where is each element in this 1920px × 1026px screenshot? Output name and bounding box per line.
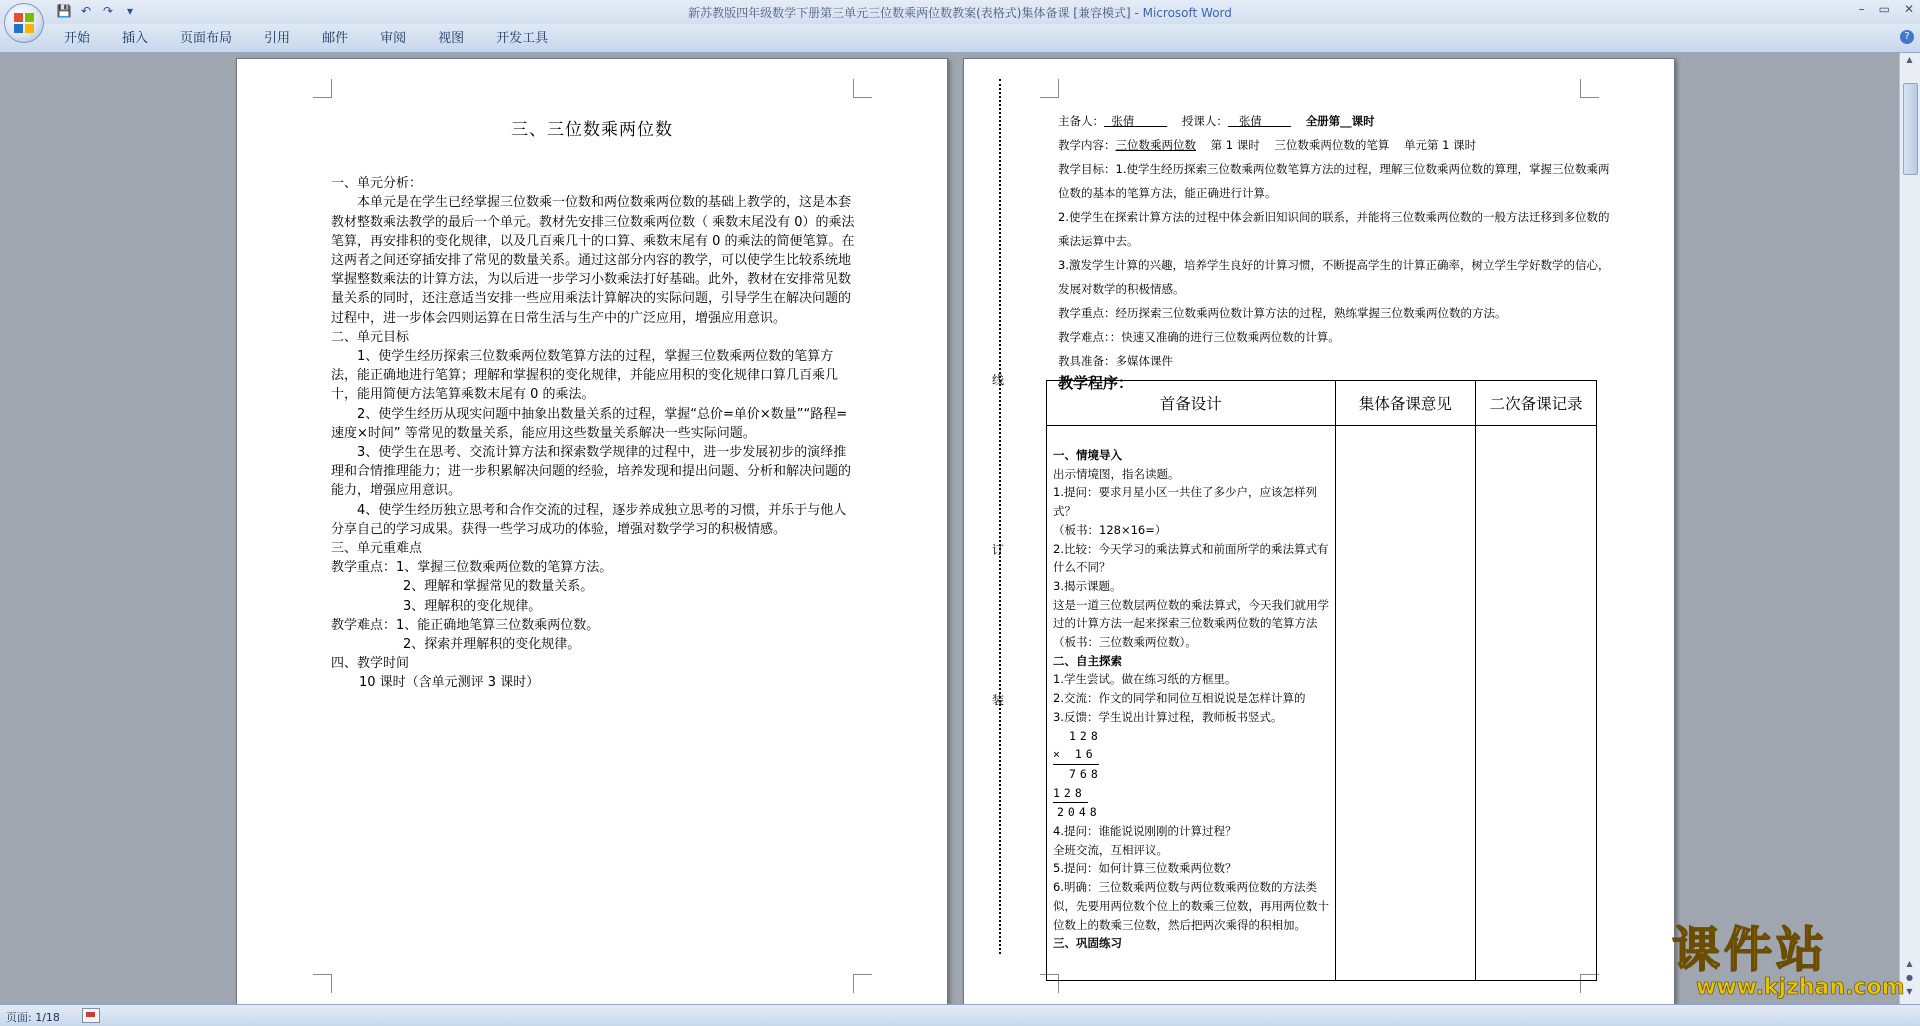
goal-line: 2.使学生在探索计算方法的过程中体会新旧知识间的联系，并能将三位数乘两位数的一般方法迁移到多位数的乘法运算中去。 [1058,210,1610,248]
document-workspace [0,53,1900,1004]
tab-view[interactable]: 视图 [438,31,465,46]
paragraph: 一、单元分析： [331,176,423,192]
binding-mark: 线 [992,373,1005,387]
tab-developer[interactable]: 开发工具 [496,31,549,46]
document-page-1 [236,58,948,1004]
paragraph: 1、使学生经历探索三位数乘两位数笔算方法的过程，掌握三位数乘两位数的笔算方法，能正确地进行笔算；理解和掌握积的变化规律，并能应用积的变化规律口算几百乘几十，能用简便方法笔算乘数末尾有 0 的乘法。 [331,349,839,403]
app-name: Microsoft Word [1142,6,1232,20]
office-logo-icon [14,13,34,33]
window-controls [1859,2,1914,16]
status-bar [0,1004,1920,1026]
header-line [1058,109,1618,133]
paragraph: 三、单元重难点 [331,541,423,557]
unit-analysis-body [331,155,859,898]
empty-paragraph [331,712,859,743]
plan-line: 4.提问：谁能说说刚刚的计算过程？ [1053,824,1237,839]
plan-line: 1.提问：要求月星小区一共住了多少户，应该怎样列式？ [1053,485,1317,519]
paragraph: 教学重点：1、掌握三位数乘两位数的笔算方法。 [331,560,613,576]
plan-paragraph [1053,689,1331,708]
section-heading: 二、自主探索 [1053,653,1122,668]
preparer-name: 张倩 [1111,114,1135,128]
customize-qat-icon[interactable]: ▾ [126,4,134,18]
paragraph: 3、使学生在思考、交流计算方法和探索数学规律的过程中，进一步发展初步的演绎推理和合情推理能力；进一步积累解决问题的经验，培养发现和提出问题、分析和解决问题的能力，增强应用意识。 [331,445,852,499]
tab-home[interactable]: 开始 [64,31,91,46]
goal-line: 教学目标：1.使学生经历探索三位数乘两位数笔算方法的过程，理解三位数乘两位数的算理，掌握三位数乘两位数的基本的笔算方法，能正确进行计算。 [1058,162,1610,200]
crop-mark [313,79,332,98]
plan-paragraph [1053,521,1331,540]
plan-paragraph [1053,577,1331,596]
plan-paragraph [1053,841,1331,860]
goal-line: 教学重点：经历探索三位数乘两位数计算方法的过程，熟练掌握三位数乘两位数的方法。 [1058,306,1507,320]
plan-paragraph [1053,822,1331,841]
plan-line: 3.揭示课题。 [1053,578,1122,593]
empty-paragraph [331,774,859,805]
browse-object-icon[interactable]: ● [1906,973,1913,982]
paragraph: 教学难点：1、能正确地笔算三位数乘两位数。 [331,617,600,633]
plan-line: 这是一道三位数层两位数的乘法算式，今天我们就用学过的计算方法一起来探索三位数乘两位数的笔算方法（板书：三位数乘两位数）。 [1053,597,1329,650]
empty-paragraph [331,693,859,712]
plan-paragraph [1053,727,1331,746]
prev-page-icon[interactable]: ▲ [1906,959,1913,968]
save-icon[interactable]: 💾 [56,4,72,18]
goal-line: 教具准备：多媒体课件 [1058,354,1173,368]
plan-paragraph [1053,784,1331,804]
plan-paragraph [1053,878,1331,934]
help-icon[interactable]: ? [1900,30,1914,44]
minimize-button[interactable]: – [1858,2,1865,16]
content-lesson: 第 1 课时 [1210,138,1260,152]
undo-icon[interactable]: ↶ [80,4,92,18]
teacher-name: 张倩 [1238,114,1262,128]
paragraph: 2、探索并理解积的变化规律。 [403,637,581,653]
plan-line: 3.反馈：学生说出计算过程，教师板书竖式。 [1053,709,1283,724]
group-opinion-cell[interactable] [1335,426,1476,981]
table-header-group-opinion: 集体备课意见 [1335,381,1476,426]
vertical-calc-line: 128 [1069,728,1102,743]
table-header-first-design: 首备设计 [1047,381,1336,426]
ribbon-tab-bar [0,24,1920,53]
second-record-cell[interactable] [1476,426,1597,981]
redo-icon[interactable]: ↷ [102,4,114,18]
content-sub: 三位数乘两位数的笔算 [1274,138,1390,152]
document-title: 新苏教版四年级数学下册第三单元三位数乘两位数教案(表格式)集体备课 [兼容模式] - [688,6,1143,20]
plan-paragraph [1053,859,1331,878]
paragraph: 四、教学时间 [331,656,410,672]
watermark-main: 课件站 [1672,922,1829,978]
plan-paragraph [1053,803,1331,822]
section-heading: 三、巩固练习 [1053,936,1122,951]
vertical-calc-line: 768 [1069,766,1102,781]
content-topic: 三位数乘两位数 [1115,138,1196,152]
close-button[interactable]: ✕ [1903,2,1914,16]
vertical-scrollbar[interactable] [1899,53,1920,1004]
tab-references[interactable]: 引用 [264,31,291,46]
first-design-cell[interactable] [1047,426,1336,981]
plan-paragraph [1053,765,1331,784]
site-watermark [1672,924,1904,1000]
binding-mark: 订 [992,543,1005,557]
plan-paragraph [1053,446,1331,465]
paragraph: 本单元是在学生已经掌握三位数乘一位数和两位数乘两位数的基础上教学的，这是本套教材整数乘法教学的最后一个单元。教材先安排三位数乘两位数（ 乘数末尾没有 0）的乘法笔算，再安排积的变化规律，以及几百乘几十的口算、乘数末尾有 0 的乘法的简便笔算。在这两者之间还穿插安排了常见的数量关系。通过这部分内容的教学，可以使学生比较系统地掌握整数乘法的计算方法，为以后进一步学习小数乘法打好基础。此外，教材在安排常见数量关系的同时，还注意适当安排一些应用乘法计算解决的实际问题，引导学生在解决问题的过程中，进一步体会四则运算在日常生活与生产中的广泛应用，增强应用意识。 [331,195,855,326]
plan-paragraph [1053,745,1331,765]
plan-line: 全班交流，互相评议。 [1053,842,1168,857]
goal-line: 教学难点：：快速又准确的进行三位数乘两位数的计算。 [1058,330,1340,344]
plan-line: 5.提问：如何计算三位数乘两位数？ [1053,861,1237,876]
paragraph: 二、单元目标 [331,329,410,345]
empty-paragraph [331,836,859,867]
table-header-second-record: 二次备课记录 [1476,381,1597,426]
plan-line: 6.明确：三位数乘两位数与两位数乘两位数的方法类似，先要用两位数个位上的数乘三位数，再用两位数十位数上的数乘三位数，然后把两次乘得的积相加。 [1053,880,1329,932]
teacher-label: 授课人： [1181,114,1228,128]
content-line [1058,133,1618,157]
tab-insert[interactable]: 插入 [122,31,149,46]
vertical-calc-line: 128 [1053,784,1088,804]
plan-paragraph [1053,483,1331,520]
crop-mark [313,974,332,993]
plan-paragraph [1053,708,1331,727]
plan-line: 2.比较：今天学习的乘法算式和前面所学的乘法算式有什么不同？ [1053,541,1329,575]
scroll-thumb[interactable] [1903,83,1918,175]
vertical-calc-line: 2048 [1057,805,1101,820]
crop-mark [1580,79,1599,98]
paragraph: 10 课时（含单元测评 3 课时） [359,675,540,691]
proofing-icon[interactable] [82,1008,100,1023]
next-page-icon[interactable]: ▼ [1906,987,1913,996]
crop-mark [853,79,872,98]
paragraph: 2、理解和掌握常见的数量关系。 [403,579,594,595]
plan-line: 2.交流：作文的同学和同位互相说说是怎样计算的 [1053,691,1306,706]
empty-paragraph [331,155,859,174]
tab-page-layout[interactable]: 页面布局 [180,31,233,46]
paragraph: 4、使学生经历独立思考和合作交流的过程，逐步养成独立思考的习惯，并乐于与他人分享自己的学习成果。获得一些学习成功的体验，增强对数学学习的积极情感。 [331,502,847,537]
tab-mailings[interactable]: 邮件 [322,31,349,46]
volume-lesson: 全册第__课时 [1305,114,1375,128]
paragraph: 2、使学生经历从现实问题中抽象出数量关系的过程，掌握“总价=单价×数量”“路程=速度×时间” 等常见的数量关系，能应用这些数量关系解决一些实际问题。 [331,406,848,441]
document-page-2 [963,58,1675,1004]
plan-paragraph [1053,465,1331,484]
office-button[interactable] [4,3,44,43]
title-bar [0,0,1920,25]
binding-mark: 装 [992,693,1005,707]
goal-line: 3.激发学生计算的兴趣，培养学生良好的计算习惯，不断提高学生的计算正确率，树立学生学好数学的信心，发展对数学的积极情感。 [1058,258,1610,296]
paragraph: 3、理解积的变化规律。 [403,598,542,614]
maximize-button[interactable]: ▭ [1878,2,1890,16]
scroll-up-icon[interactable]: ▲ [1906,55,1913,64]
procedure-title: 教学程序： [1058,374,1134,392]
empty-paragraph [331,805,859,836]
plan-line: 1.学生尝试。做在练习纸的方框里。 [1053,672,1237,687]
plan-paragraph [1053,652,1331,671]
lesson-plan-table [1046,380,1597,981]
preparer-label: 主备人： [1058,114,1104,128]
plan-line: （板书：128×16=） [1053,522,1167,537]
plan-paragraph [1053,934,1331,953]
teaching-goals [1058,157,1618,373]
crop-mark [853,974,872,993]
plan-paragraph [1053,596,1331,652]
empty-paragraph [331,743,859,774]
section-heading: 一、情境导入 [1053,448,1122,462]
page-title: 三、三位数乘两位数 [511,120,673,140]
plan-paragraph [1053,670,1331,689]
window-title [0,4,1920,21]
vertical-calc-line: × 16 [1053,745,1099,765]
tab-review[interactable]: 审阅 [380,31,407,46]
crop-mark [1040,79,1059,98]
content-label: 教学内容： [1058,138,1116,152]
plan-line: 出示情境图，指名读题。 [1053,466,1180,481]
plan-paragraph [1053,540,1331,577]
empty-paragraph [331,867,859,898]
page-count[interactable]: 页面: 1/18 [6,1011,60,1024]
lesson-header [1058,109,1618,393]
binding-line [999,79,1001,954]
watermark-url: www.kjzhan.com [1696,975,1905,1000]
content-unit: 单元第 1 课时 [1404,138,1477,152]
